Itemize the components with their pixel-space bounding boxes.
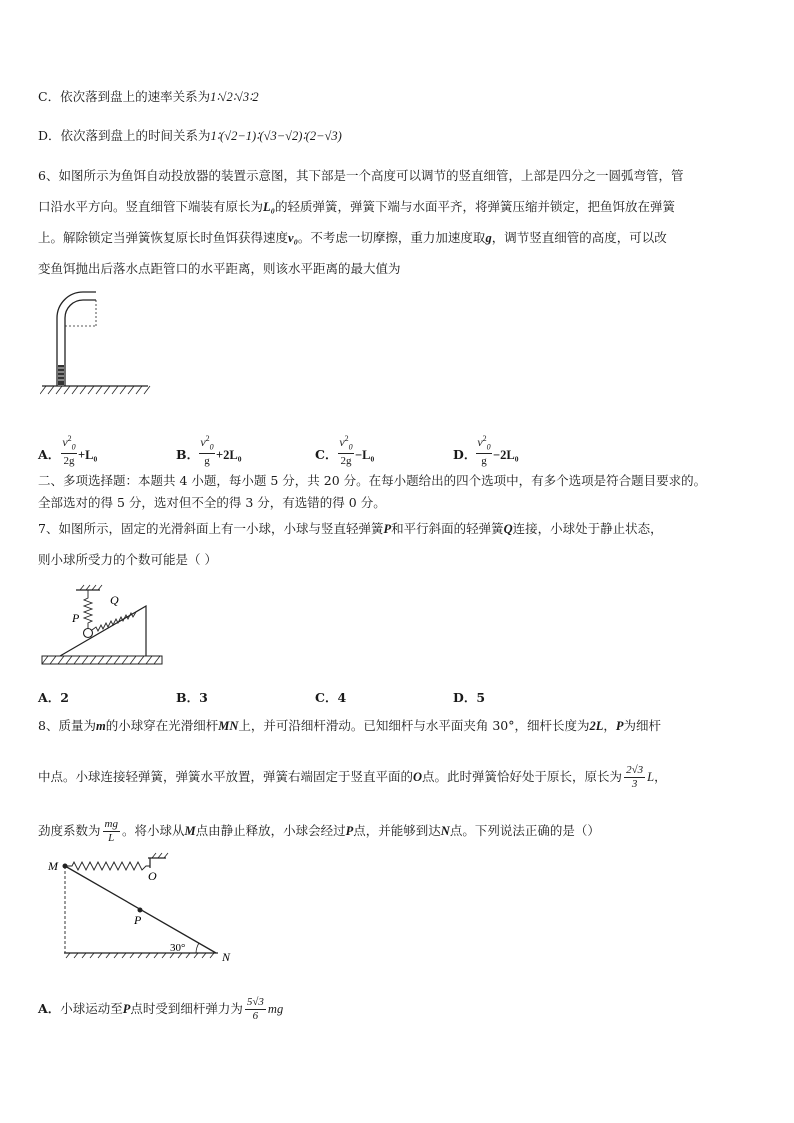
q7-option-b-label: B． — [176, 690, 200, 705]
q8-k-num: mg — [104, 818, 118, 830]
q6-line-3 — [38, 229, 667, 247]
q5-option-d — [38, 127, 342, 145]
q8-line-1d: ， — [603, 718, 616, 733]
q8-k-fraction — [103, 818, 120, 845]
q7-line-1 — [38, 520, 663, 538]
q7-option-d-label: D． — [453, 690, 477, 705]
q8-line-1a: 8、质量为 — [38, 718, 96, 733]
q7-option-c-value: 4 — [337, 690, 347, 705]
q6-option-c-tail: −L₀ — [355, 448, 375, 462]
q8-fig-label-m: M — [48, 859, 58, 873]
q8-line-2: 中点。小球连接轻弹簧，弹簧水平放置，弹簧右端固定于竖直平面的O点。此时弹簧恰好处于原长，原长为 $\frac{2√3}{3}$ L， — [38, 764, 667, 790]
q7-fig-label-p: P — [72, 611, 80, 625]
q6-option-a-fraction: $v^2_0$ 2g — [60, 434, 78, 467]
q6-line-3a: 上。解除锁定当弹簧恢复原长时鱼饵获得速度 — [38, 230, 289, 245]
q8-line-3d: 点，并能够到达 — [353, 823, 441, 838]
q5-option-c-expr: 1∶√2∶√3∶2 — [210, 90, 259, 104]
q7-option-b-value: 3 — [199, 690, 208, 705]
q6-option-a-num: v — [62, 434, 68, 449]
q6-option-b-den: g — [204, 455, 210, 467]
q6-line-2b: 的轻质弹簧，弹簧下端与水面平齐，将弹簧压缩并锁定，把鱼饵放在弹簧 — [275, 199, 676, 214]
q8-option-a-fraction — [245, 996, 266, 1023]
q7-line-1b: 和平行斜面的轻弹簧 — [391, 521, 504, 536]
q5-option-c — [38, 88, 259, 106]
q7-incline-figure — [38, 584, 166, 670]
q7-fig-label-q: Q — [110, 593, 119, 607]
q6-line-2a: 口沿水平方向。竖直细管下端装有原长为 — [38, 199, 264, 214]
q8-line-2a: 中点。小球连接轻弹簧，弹簧水平放置，弹簧右端固定于竖直平面的 — [38, 769, 414, 784]
q7-line-2: 则小球所受力的个数可能是（ ） — [38, 552, 217, 567]
q8-n-point: N — [440, 824, 450, 838]
q6-option-b-fraction: $v^2_0$ g — [198, 434, 216, 467]
q6-line-1: 6、如图所示为鱼饵自动投放器的装置示意图，其下部是一个高度可以调节的竖直细管，上部是四分之一圆弧弯管，管 — [38, 168, 684, 183]
q8-length-fraction — [624, 764, 645, 791]
q5-option-d-text: 依次落到盘上的时间关系为 — [60, 128, 211, 143]
q7-option-a-value: 2 — [60, 690, 69, 705]
q6-g: g — [485, 231, 492, 245]
q6-option-b-tail: +2L₀ — [216, 448, 242, 462]
q6-line-4: 变鱼饵抛出后落水点距管口的水平距离，则该水平距离的最大值为 — [38, 261, 401, 276]
q7-option-a-label: A． — [38, 690, 61, 705]
q7-option-d — [453, 688, 485, 706]
q6-option-d-num: v — [477, 434, 483, 449]
q6-option-a — [38, 412, 188, 467]
q7-q: Q — [503, 522, 513, 536]
q8-length-unit: L — [647, 770, 655, 784]
q7-option-a — [38, 688, 69, 706]
q8-k-den: L — [108, 832, 115, 844]
q8-m-point: M — [184, 824, 196, 838]
q8-line-1b: 的小球穿在光滑细杆 — [105, 718, 219, 733]
q8-line-3a: 劲度系数为 — [38, 823, 101, 838]
q6-option-c-num: v — [339, 434, 345, 449]
q8-rod-figure — [40, 852, 240, 966]
q8-line-1 — [38, 717, 661, 735]
q8-length-den: 3 — [631, 778, 638, 790]
q8-option-a-text: 小球运动至 — [60, 1001, 123, 1016]
q8-option-a-num: 5√3 — [246, 996, 264, 1008]
section-2-line-2: 全部选对的得 5 分，选对但不全的得 3 分，有选错的得 0 分。 — [38, 495, 386, 510]
q8-fig-label-o: O — [148, 869, 157, 883]
q8-line-2b: 点。此时弹簧恰好处于原长，原长为 — [422, 769, 623, 784]
q6-option-d-fraction: $v^2_0$ g — [475, 434, 493, 467]
q8-m: m — [95, 719, 106, 733]
q8-line-3b: 。将小球从 — [121, 823, 185, 838]
q6-option-c — [315, 412, 465, 467]
q8-o: O — [413, 770, 423, 784]
q8-p-point: P — [345, 824, 354, 838]
q5-option-c-text: 依次落到盘上的速率关系为 — [60, 89, 211, 104]
q6-option-d-den: g — [481, 455, 487, 467]
q5-option-d-label: D． — [38, 128, 61, 143]
q8-mn: MN — [218, 719, 239, 733]
q8-line-1c: 上，并可沿细杆滑动。已知细杆与水平面夹角 30°，细杆长度为 — [238, 718, 590, 733]
q8-option-a-p: P — [122, 1002, 131, 1016]
q7-option-c — [315, 688, 346, 706]
q7-p: P — [383, 522, 392, 536]
q6-option-c-label: C． — [315, 447, 338, 462]
q8-option-a-tail: mg — [267, 1002, 284, 1016]
q8-fig-angle: 30° — [170, 942, 186, 954]
q6-option-b-label: B． — [176, 447, 200, 462]
q6-line-3b: 。不考虑一切摩擦，重力加速度取 — [297, 230, 486, 245]
q6-option-a-den: 2g — [63, 455, 75, 467]
q8-p: P — [615, 719, 624, 733]
q6-option-c-fraction: $v^2_0$ 2g — [337, 434, 355, 467]
q6-option-a-label: A． — [38, 447, 61, 462]
q8-option-a-den: 6 — [252, 1010, 259, 1022]
q7-option-d-value: 5 — [476, 690, 486, 705]
q6-l0: L₀ — [263, 200, 276, 214]
q6-option-d — [453, 412, 603, 467]
q7-option-c-label: C． — [315, 690, 338, 705]
q6-feeder-figure — [40, 290, 152, 396]
q8-option-a — [38, 996, 283, 1023]
q6-line-2 — [38, 198, 675, 216]
q8-2l: 2L — [589, 719, 604, 733]
q6-option-d-tail: −2L₀ — [493, 448, 519, 462]
q6-option-b-num: v — [200, 434, 206, 449]
q6-option-d-label: D． — [453, 447, 477, 462]
q7-line-1a: 7、如图所示，固定的光滑斜面上有一小球，小球与竖直轻弹簧 — [38, 521, 384, 536]
section-2-line-1: 二、多项选择题：本题共 4 小题，每小题 5 分，共 20 分。在每小题给出的四个选项中，有多个选项是符合题目要求的。 — [38, 473, 707, 488]
q8-option-a-text2: 点时受到细杆弹力为 — [130, 1001, 243, 1016]
q8-option-a-label: A． — [38, 1001, 61, 1016]
q6-line-3c: ，调节竖直细管的高度，可以改 — [491, 230, 667, 245]
q8-line-1e: 为细杆 — [623, 718, 662, 733]
q8-length-num: 2√3 — [626, 764, 644, 776]
q6-option-a-tail: +L₀ — [78, 448, 98, 462]
q8-fig-label-p: P — [134, 913, 142, 927]
q8-line-3 — [38, 818, 600, 845]
q7-line-1c: 连接，小球处于静止状态， — [512, 521, 663, 536]
q5-option-d-expr: 1∶(√2−1)∶(√3−√2)∶(2−√3) — [210, 129, 342, 143]
q6-option-b — [176, 412, 326, 467]
q8-fig-label-n: N — [222, 950, 231, 964]
q8-line-3e: 点。下列说法正确的是（） — [449, 823, 600, 838]
q7-option-b — [176, 688, 208, 706]
q8-line-3c: 点由静止释放，小球会经过 — [195, 823, 346, 838]
q6-option-c-den: 2g — [340, 455, 352, 467]
q6-v0: v₀ — [288, 231, 298, 245]
q5-option-c-label: C． — [38, 89, 61, 104]
